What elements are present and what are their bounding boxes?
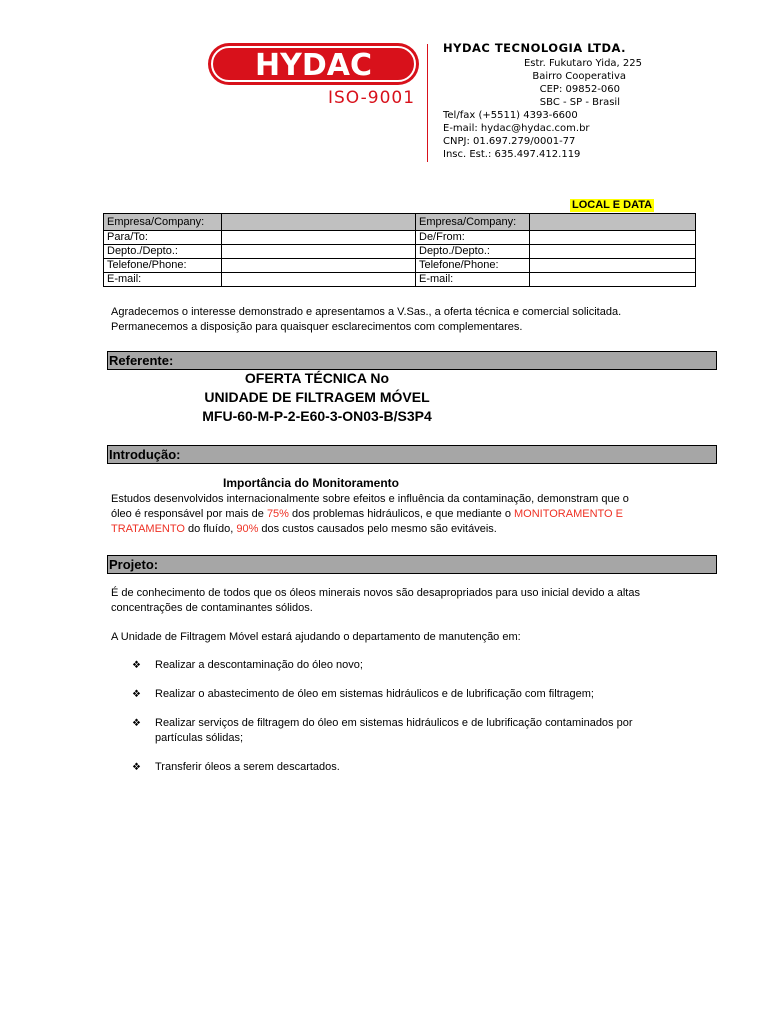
offer-subtitle: UNIDADE DE FILTRAGEM MÓVEL xyxy=(204,389,430,405)
intro-line: Permanecemos a disposição para quaisquer esclarecimentos com complementares. xyxy=(111,321,523,333)
cnpj: CNPJ: 01.697.279/0001-77 xyxy=(443,136,576,147)
intro-paragraph xyxy=(111,305,681,335)
table-row xyxy=(104,214,696,231)
value-left[interactable] xyxy=(222,245,416,259)
text-run: óleo é responsável por mais de xyxy=(111,508,267,520)
value-right[interactable] xyxy=(530,245,696,259)
contact-table xyxy=(103,213,696,287)
table-row xyxy=(104,273,696,287)
highlight-75: 75% xyxy=(266,508,289,520)
diamond-bullet-icon: ❖ xyxy=(132,762,141,773)
telfax: Tel/fax (+5511) 4393-6600 xyxy=(443,110,578,121)
text-run: do fluído, xyxy=(184,523,237,535)
iso-label: ISO-9001 xyxy=(328,88,416,108)
highlight-tratamento: TRATAMENTO xyxy=(111,523,185,535)
offer-title: OFERTA TÉCNICA No xyxy=(244,370,390,386)
section-bar-introducao: Introdução: xyxy=(107,445,717,464)
table-row xyxy=(104,231,696,245)
section-bar-referente: Referente: xyxy=(107,351,717,370)
address-cep: CEP: 09852-060 xyxy=(539,84,620,95)
diamond-bullet-icon: ❖ xyxy=(132,660,141,671)
label-left: Telefone/Phone: xyxy=(104,259,222,273)
section-bar-projeto: Projeto: xyxy=(107,555,717,574)
paragraph-line xyxy=(111,522,691,537)
paragraph-line: concentrações de contaminantes sólidos. xyxy=(111,602,313,614)
table-row xyxy=(104,259,696,273)
address-district: Bairro Cooperativa xyxy=(532,71,626,82)
text-run: dos custos causados pelo mesmo são evitáveis. xyxy=(258,523,497,535)
label-left: Empresa/Company: xyxy=(104,214,222,231)
value-right[interactable] xyxy=(530,214,696,231)
label-left: Depto./Depto.: xyxy=(104,245,222,259)
projeto-lead: A Unidade de Filtragem Móvel estará ajudando o departamento de manutenção em: xyxy=(111,631,521,643)
highlight-monitoramento: MONITORAMENTO E xyxy=(514,508,623,520)
logo-text: HYDAC xyxy=(255,48,372,83)
paragraph-line: Estudos desenvolvidos internacionalmente sobre efeitos e influência da contaminação, demonstram que o xyxy=(111,493,629,505)
paragraph-line xyxy=(111,507,691,522)
local-e-data: LOCAL E DATA xyxy=(572,199,653,211)
hydac-logo xyxy=(207,42,420,86)
monitoring-paragraph xyxy=(111,492,691,537)
paragraph-line: É de conhecimento de todos que os óleos minerais novos são desapropriados para uso inicial devido a altas xyxy=(111,587,640,599)
list-item: ❖ Realizar o abastecimento de óleo em sistemas hidráulicos e de lubrificação com filtragem; xyxy=(132,688,594,700)
intro-line: Agradecemos o interesse demonstrado e apresentamos a V.Sas., a oferta técnica e comercial solicitada. xyxy=(111,306,622,318)
list-item: ❖ Transferir óleos a serem descartados. xyxy=(132,761,340,773)
value-left[interactable] xyxy=(222,214,416,231)
value-left[interactable] xyxy=(222,273,416,287)
text-run: dos problemas hidráulicos, e que mediante o xyxy=(288,508,514,520)
header-divider xyxy=(427,44,428,162)
label-left: E-mail: xyxy=(104,273,222,287)
list-item: ❖ Realizar serviços de filtragem do óleo em sistemas hidráulicos e de lubrificação contaminados por partículas sólidas; xyxy=(132,717,633,744)
diamond-bullet-icon: ❖ xyxy=(132,689,141,700)
label-right: E-mail: xyxy=(416,273,530,287)
highlight-90: 90% xyxy=(236,523,259,535)
value-right[interactable] xyxy=(530,273,696,287)
projeto-paragraph xyxy=(111,586,691,616)
email: E-mail: hydac@hydac.com.br xyxy=(443,123,590,134)
address-city: SBC - SP - Brasil xyxy=(539,97,620,108)
inscricao-estadual: Insc. Est.: 635.497.412.119 xyxy=(443,149,581,160)
value-right[interactable] xyxy=(530,231,696,245)
label-right: Telefone/Phone: xyxy=(416,259,530,273)
diamond-bullet-icon: ❖ xyxy=(132,718,141,729)
value-left[interactable] xyxy=(222,259,416,273)
table-row xyxy=(104,245,696,259)
label-right: Empresa/Company: xyxy=(416,214,530,231)
value-left[interactable] xyxy=(222,231,416,245)
offer-model: MFU-60-M-P-2-E60-3-ON03-B/S3P4 xyxy=(202,408,432,424)
value-right[interactable] xyxy=(530,259,696,273)
label-right: De/From: xyxy=(416,231,530,245)
address-street: Estr. Fukutaro Yida, 225 xyxy=(523,58,642,69)
list-item: ❖ Realizar a descontaminação do óleo novo; xyxy=(132,659,363,671)
monitoring-heading: Importância do Monitoramento xyxy=(222,476,399,490)
label-right: Depto./Depto.: xyxy=(416,245,530,259)
company-name: HYDAC TECNOLOGIA LTDA. xyxy=(443,41,626,55)
label-left: Para/To: xyxy=(104,231,222,245)
